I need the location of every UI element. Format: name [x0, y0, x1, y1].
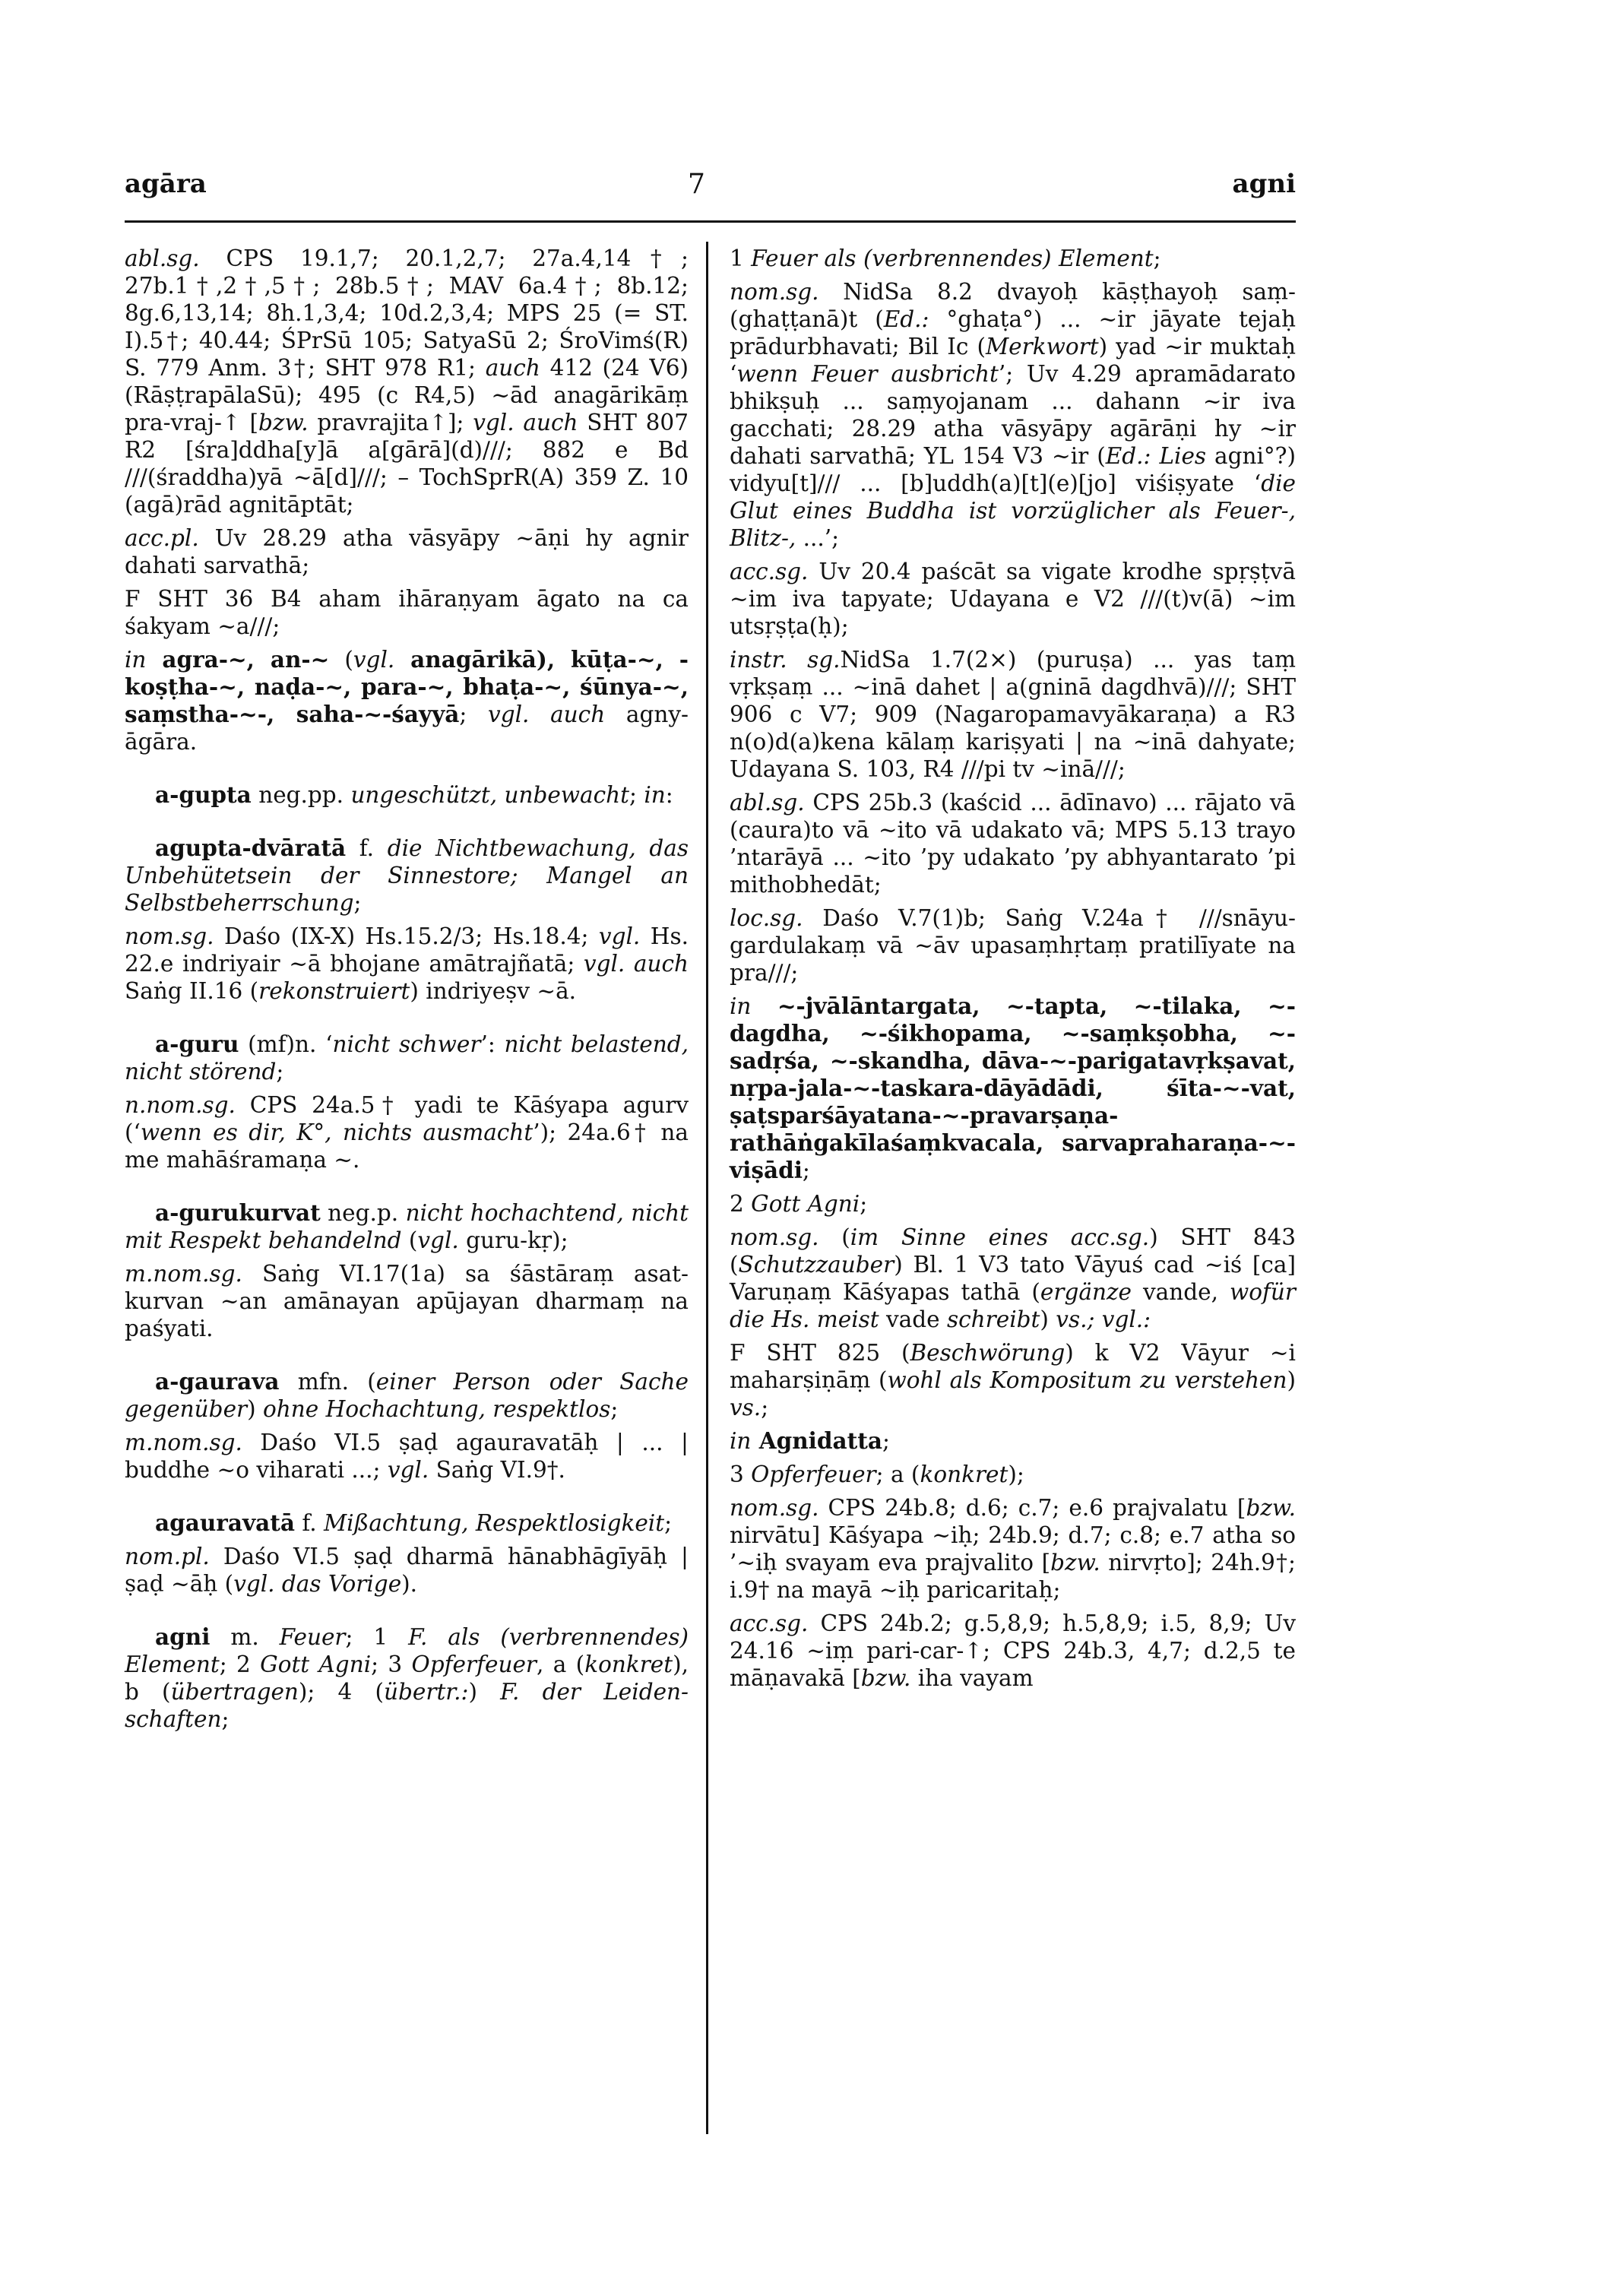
body-text: CPS 25b.3 (kaścid ... ādīnavo) ... rājato vā (caura)to vā ~ito vā udakato vā; MPS 5.13 trayo ’ntarāyā ... ~ito ’py udakato ’py abhyantarato ’pi mithobhedāt;	[730, 790, 1296, 898]
italic-text: nom.sg.	[125, 923, 214, 949]
body-text: ;	[860, 1191, 868, 1217]
dictionary-entry	[125, 1031, 689, 1085]
italic-text: vgl. auch	[583, 951, 689, 977]
body-text: CPS 19.1,7; 20.1,2,7; 27a.4,14†; 27b.1†,2†,5†; 28b.5†; MAV 6a.4†; 8b.12; 8g.6,13,14; 8h.1,3,4; 10d.2,3,4; MPS 25 (= ST. I).5†; 40.44; ŚPrSū 105; SatyaSū 2; ŚroVimś(R) S. 779 Anm. 3†; SHT 978 R1;	[125, 245, 689, 381]
italic-text: abl.sg.	[730, 790, 805, 815]
italic-text: in	[730, 1428, 752, 1454]
italic-text: Ed.: Lies	[1105, 443, 1207, 469]
body-text: f.	[294, 1510, 324, 1536]
headword-text: agauravatā	[155, 1509, 295, 1536]
body-text: ;	[1153, 245, 1161, 271]
entry-citation	[125, 245, 689, 518]
body-text: ’; Uv 4.29 apramādarato bhikṣuḥ ... saṃyojanam ... dahann ~ir iva gacchati; 28.29 atha vāsyāpy agārāṇi hy ~ir dahati sarvathā; YL 154 V3 ~ir (	[730, 361, 1296, 469]
body-text: ) indriyeṣv ~ā.	[410, 978, 577, 1004]
italic-text: vgl.	[598, 923, 641, 949]
body-text: ;	[459, 701, 489, 727]
body-text: Daśo VI.5 ṣaḍ agauravatāḥ | ... | buddhe ~o viharati ...;	[125, 1430, 689, 1483]
entry-citation	[730, 1190, 1296, 1218]
dictionary-entry	[125, 1199, 689, 1254]
italic-text: konkret	[584, 1652, 673, 1677]
body-text: );	[1008, 1462, 1024, 1487]
italic-text: wofür die Hs. meist	[730, 1279, 1296, 1332]
italic-text: abl.sg.	[125, 245, 200, 271]
italic-text: übertr.:	[384, 1679, 469, 1705]
italic-text: acc.pl.	[125, 525, 199, 551]
headword-text: agni	[155, 1623, 211, 1650]
running-head-right: agni	[1232, 169, 1296, 199]
italic-text: Schutzzauber	[738, 1252, 894, 1278]
headword-text: a-gupta	[155, 781, 252, 808]
entry-citation	[730, 245, 1296, 272]
italic-text: n.nom.sg.	[125, 1092, 236, 1118]
body-text: Daśo (IX-X) Hs.15.2/3; Hs.18.4;	[214, 923, 599, 949]
italic-text: Beschwörung	[910, 1340, 1065, 1366]
entry-citation	[730, 278, 1296, 552]
body-text: 412 (24 V6) (RāṣṭrapālaSū); 495 (c R4,5) ~ād anagārikāṃ pra-vraj-↑ [	[125, 355, 689, 435]
body-text: CPS 24a.5† yadi te Kāśyapa agurv (‘	[125, 1092, 689, 1145]
body-text: 1	[730, 245, 752, 271]
italic-text: Merkwort	[985, 334, 1099, 359]
entry-citation	[730, 904, 1296, 986]
body-text: Saṅg VI.17(1a) sa śāstāraṃ asatkurvan ~an amānayan apūjayan dharmaṃ na paśyati.	[125, 1261, 689, 1341]
entry-citation	[730, 789, 1296, 898]
body-text: CPS 24b.8; d.6; c.7; e.6 prajvalatu [	[818, 1495, 1246, 1521]
italic-text: nom.sg.	[730, 1495, 819, 1521]
italic-text: Gott Agni	[751, 1191, 860, 1217]
italic-text: wohl als Kompositum zu verstehen	[887, 1367, 1287, 1393]
italic-text: instr. sg.	[730, 647, 841, 673]
body-text: 3	[730, 1462, 752, 1487]
body-text: ;	[353, 890, 362, 916]
entry-citation	[730, 1339, 1296, 1421]
italic-text: vgl.	[417, 1227, 459, 1253]
body-text: pravrajita↑];	[308, 410, 473, 435]
italic-text: Mißachtung, Respektlosigkeit	[323, 1510, 665, 1536]
italic-text: vgl. auch	[473, 410, 578, 435]
body-text: ; a (	[875, 1462, 920, 1487]
body-text: nirvātu] Kāśyapa ~iḥ; 24b.9; d.7; c.8; e.7 atha so ’~iḥ svayam eva prajvalito [	[730, 1522, 1296, 1576]
body-text: ); 4 (	[298, 1679, 384, 1705]
body-text: NidSa 8.2 dvayoḥ kāṣṭhayoḥ saṃ(ghaṭṭanā)t (	[730, 279, 1296, 332]
entry-citation	[730, 646, 1296, 783]
entry-citation	[125, 1260, 689, 1342]
headword-text: a-gaurava	[155, 1368, 280, 1395]
italic-text: nicht hochachtend, nicht mit Respekt behandelnd	[125, 1200, 689, 1253]
italic-text: in	[730, 993, 752, 1019]
column-divider	[706, 242, 708, 2134]
italic-text: vgl.	[387, 1457, 429, 1483]
body-text: Uv 28.29 atha vāsyāpy ~āṇi hy agnir dahati sarvathā;	[125, 525, 689, 578]
body-text: (mf)n. ‘	[239, 1031, 333, 1057]
dictionary-entry	[125, 781, 689, 809]
body-text: Saṅg II.16 (	[125, 978, 259, 1004]
entry-citation	[730, 1427, 1296, 1455]
italic-text: Opferfeuer	[411, 1652, 537, 1677]
body-text: ;	[221, 1706, 230, 1732]
body-text: ) SHT 843 (	[730, 1224, 1296, 1278]
italic-text: auch	[485, 355, 540, 381]
body-text: CPS 24b.2; g.5,8,9; h.5,8,9; i.5, 8,9; Uv 24.16 ~iṃ pari-car-↑; CPS 24b.3, 4,7; d.2,5 te māṇavakā [	[730, 1610, 1296, 1691]
italic-text: ungeschützt, unbewacht	[350, 782, 629, 808]
body-text: neg.pp.	[251, 782, 351, 808]
body-text: (	[818, 1224, 850, 1250]
body-text: ;	[761, 1395, 769, 1420]
italic-text: vgl. auch	[488, 701, 606, 727]
entry-citation	[730, 1461, 1296, 1488]
body-text: neg.p.	[320, 1200, 406, 1226]
italic-text: schreibt	[947, 1306, 1040, 1332]
dictionary-entry	[125, 1623, 689, 1733]
entry-citation	[125, 1429, 689, 1484]
body-text: ), b (	[125, 1652, 689, 1705]
body-text: , a (	[537, 1652, 585, 1677]
italic-text: nom.sg.	[730, 279, 819, 305]
body-text: iha vayam	[910, 1665, 1034, 1691]
entry-citation	[730, 1224, 1296, 1333]
italic-text: in	[125, 647, 147, 673]
body-text: :	[665, 782, 673, 808]
body-text: ) k V2 Vāyur ~i maharṣiṇāṃ (	[730, 1340, 1296, 1393]
italic-text: bzw.	[1050, 1550, 1100, 1576]
italic-text: ohne Hochachtung, respektlos	[263, 1396, 611, 1422]
italic-text: einer Person oder Sache gegenüber	[125, 1369, 689, 1422]
body-text: ;	[664, 1510, 673, 1536]
italic-text: vs.	[730, 1395, 762, 1420]
body-text: Daśo V.7(1)b; Saṅg V.24a† ///snāyugardulakaṃ vā ~āv upasaṃhṛtaṃ pratilīyate na pra///;	[730, 905, 1296, 986]
body-text: )	[1287, 1367, 1296, 1393]
body-text: guru-kṛ);	[458, 1227, 568, 1253]
headword-text: Agnidatta	[751, 1427, 882, 1454]
italic-text: nicht schwer	[332, 1031, 481, 1057]
italic-text: nom.pl.	[125, 1544, 210, 1569]
italic-text: Opferfeuer	[751, 1462, 876, 1487]
dictionary-entry	[125, 1368, 689, 1423]
body-text: ;	[882, 1428, 890, 1454]
headword-text: agupta-dvāratā	[155, 834, 347, 861]
body-text: vade	[879, 1306, 947, 1332]
body-text: ;	[802, 1158, 810, 1183]
entry-citation	[125, 585, 689, 640]
body-text: )	[1040, 1306, 1056, 1332]
entry-citation	[730, 1610, 1296, 1692]
body-text: ) yad ~ir muktaḥ ‘	[730, 334, 1296, 387]
italic-text: übertragen	[170, 1679, 299, 1705]
body-text: vande,	[1131, 1279, 1230, 1305]
italic-text: vgl.	[353, 647, 395, 673]
italic-text: Feuer als (verbrennendes) Element	[751, 245, 1154, 271]
body-text: ...’;	[796, 525, 840, 551]
body-text: ;	[276, 1059, 284, 1085]
italic-text: die Glut eines Buddha ist vorzüglicher als Feuer-, Blitz-,	[730, 470, 1296, 551]
italic-text: die Nichtbewachung, das Unbehütetsein der Sinnestore; Mangel an Selbstbeherrschung	[125, 835, 689, 916]
italic-text: in	[644, 782, 666, 808]
italic-text: vs.; vgl.:	[1056, 1306, 1151, 1332]
right-column	[730, 245, 1296, 1698]
entry-citation	[125, 1543, 689, 1598]
body-text: agny-āgāra.	[125, 701, 689, 755]
running-head-left: agāra	[125, 169, 207, 199]
italic-text: wenn Feuer ausbricht	[736, 361, 999, 387]
dictionary-entry	[125, 1509, 689, 1537]
body-text: ; 3	[371, 1652, 412, 1677]
body-text: m.	[210, 1624, 280, 1650]
headword-text: anagārikā), kūṭa-~, -koṣṭha-~, naḍa-~, para-~, bhaṭa-~, śūnya-~, saṃstha-~-, saha-~-śayyā	[125, 646, 689, 727]
italic-text: Gott Agni	[260, 1652, 372, 1677]
italic-text: F. der Leidenschaften	[125, 1679, 689, 1732]
page-number: 7	[688, 169, 705, 200]
headword-text: ~-jvālāntargata, ~-tapta, ~-tilaka, ~-dagdha, ~-śikhopama, ~-saṃkṣobha, ~-sadṛśa, ~-skandha, dāva-~-parigatavṛkṣavat, nṛpa-jala-~-taskara-dāyādādi, śīta-~-vat, ṣaṭsparśāyatana-~-pravarṣaṇarathāṅgakīlaśaṃkvacala, sarvapraharaṇa-~-viṣādi	[730, 993, 1296, 1183]
body-text: f.	[346, 835, 388, 861]
italic-text: nom.sg.	[730, 1224, 819, 1250]
body-text: (	[401, 1227, 418, 1253]
header-rule	[125, 220, 1296, 223]
italic-text: rekonstruiert	[258, 978, 410, 1004]
italic-text: ergänze	[1040, 1279, 1132, 1305]
italic-text: nicht belastend, nicht störend	[125, 1031, 689, 1085]
entry-citation	[730, 993, 1296, 1184]
body-text: Saṅg VI.9†.	[429, 1457, 565, 1483]
body-text: ; 2	[219, 1652, 261, 1677]
headword-text: a-guru	[155, 1031, 239, 1057]
entry-citation	[125, 923, 689, 1005]
italic-text: bzw.	[1246, 1495, 1296, 1521]
body-text: ).	[401, 1571, 418, 1597]
body-text: ; 1	[345, 1624, 409, 1650]
italic-text: acc.sg.	[730, 559, 809, 584]
italic-text: vgl. das Vorige	[233, 1571, 402, 1597]
body-text: 2	[730, 1191, 752, 1217]
body-text: Uv 20.4 paścāt sa vigate krodhe spṛṣṭvā ~im iva tapyate; Udayana e V2 ///(t)v(ā) ~im utsṛṣṭa(ḥ);	[730, 559, 1296, 639]
body-text: °ghaṭa°) ... ~ir jāyate tejaḥ prādurbhavati; Bil Ic (	[730, 306, 1296, 359]
entry-citation	[730, 558, 1296, 640]
body-text: ;	[629, 782, 644, 808]
body-text: ’:	[480, 1031, 505, 1057]
italic-text: F. als (verbrennendes) Element	[125, 1624, 689, 1677]
body-text: Daśo VI.5 ṣaḍ dharmā hānabhāgīyāḥ | ṣaḍ ~āḥ (	[125, 1544, 689, 1597]
headword-text: a-gurukurvat	[155, 1199, 321, 1226]
body-text: ’); 24a.6† na me mahāśramaṇa ~.	[125, 1119, 689, 1173]
body-text: ) Bl. 1 V3 tato Vāyuś cad ~iś [ca] Varuṇaṃ Kāśyapas tathā (	[730, 1252, 1296, 1305]
dictionary-entry	[125, 834, 689, 917]
body-text: (	[329, 647, 353, 673]
italic-text: im Sinne eines acc.sg.	[850, 1224, 1150, 1250]
headword-text: agra-~, an-~	[146, 646, 330, 673]
italic-text: m.nom.sg.	[125, 1430, 242, 1455]
body-text: SHT 807 R2 [śra]ddha[y]ā a[gārā](d)///; 882 e Bd ///(śraddha)yā ~ā[d]///; – TochSprR(A) 359 Z. 10 (agā)rād agnitāptāt;	[125, 410, 689, 518]
entry-citation	[125, 646, 689, 755]
left-column	[125, 245, 689, 1739]
body-text: NidSa 1.7(2×) (puruṣa) ... yas taṃ vṛkṣaṃ ... ~inā dahet | a(gninā dagdhvā)///; SHT 906 c V7; 909 (Nagaropamavyākaraṇa) a R3 n(o)d(a)kena kālaṃ kariṣyati | na ~inā dahyate; Udayana S. 103, R4 ///pi tv ~inā///;	[730, 647, 1296, 782]
italic-text: bzw.	[860, 1665, 911, 1691]
italic-text: bzw.	[258, 410, 309, 435]
italic-text: loc.sg.	[730, 905, 803, 931]
italic-text: Feuer	[279, 1624, 346, 1650]
italic-text: m.nom.sg.	[125, 1261, 242, 1287]
body-text: ;	[610, 1396, 619, 1422]
entry-citation	[125, 524, 689, 579]
italic-text: Ed.:	[883, 306, 929, 332]
body-text: Hs. 22.e indriyair ~ā bhojane amātrajñatā;	[125, 923, 689, 977]
italic-text: wenn es dir, K°, nichts ausmacht	[140, 1119, 534, 1145]
body-text: F SHT 36 B4 aham ihāraṇyam āgato na ca śakyam ~a///;	[125, 586, 689, 639]
entry-citation	[730, 1494, 1296, 1604]
body-text: nirvṛto]; 24h.9†; i.9† na mayā ~iḥ paricaritaḥ;	[730, 1550, 1296, 1603]
body-text: agni°?) vidyu[t]/// ... [b]uddh(a)[t](e)[jo] viśiṣyate ‘	[730, 443, 1296, 496]
body-text: )	[247, 1396, 264, 1422]
entry-citation	[125, 1091, 689, 1173]
body-text: )	[468, 1679, 501, 1705]
italic-text: acc.sg.	[730, 1610, 809, 1636]
italic-text: konkret	[920, 1462, 1008, 1487]
body-text: F SHT 825 (	[730, 1340, 910, 1366]
body-text: mfn. (	[279, 1369, 376, 1395]
